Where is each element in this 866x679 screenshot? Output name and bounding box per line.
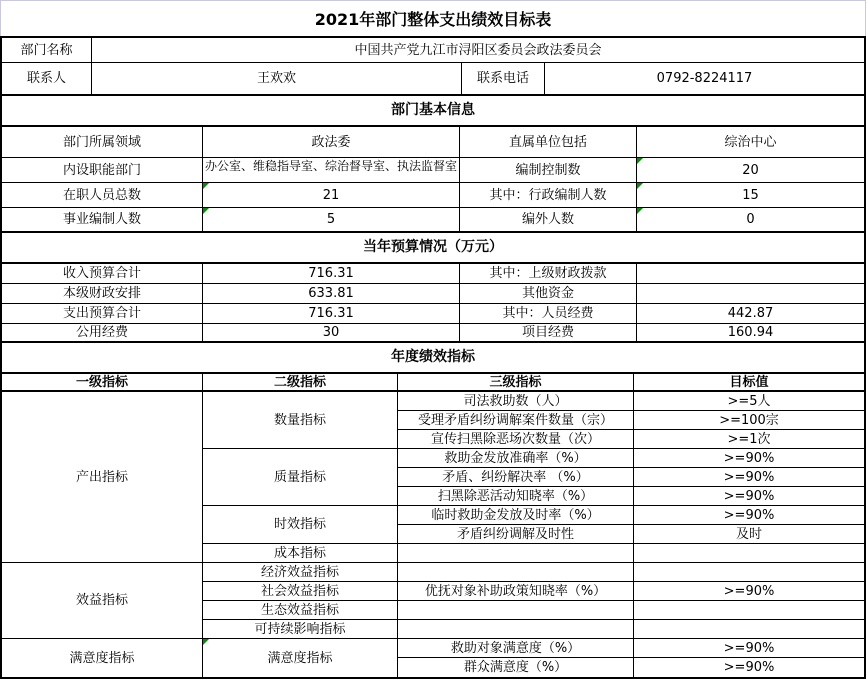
budget-row-1: [2, 264, 864, 284]
indicator-row: [398, 544, 864, 563]
level3-rows: [398, 392, 864, 677]
field-value: 政法委: [203, 127, 460, 157]
indicator-row: [398, 620, 864, 639]
indicator-row: [398, 506, 864, 525]
field-label: 支出预算合计: [2, 304, 203, 323]
indicator-target: >=1次: [727, 431, 771, 447]
level2-cell: 质量指标: [203, 449, 398, 506]
indicator-name: 临时救助金发放及时率（%）: [398, 506, 634, 524]
level2-cell: 社会效益指标: [203, 582, 398, 601]
level1-cell: 产出指标: [2, 392, 203, 563]
column-header-level2: 二级指标: [203, 374, 398, 390]
field-label: 编制控制数: [460, 158, 637, 182]
basic-info-row-1: [2, 127, 864, 158]
main-table: [0, 36, 866, 679]
page-title: 2021年部门整体支出绩效目标表: [0, 0, 866, 36]
field-label: 其中：上级财政拨款: [460, 264, 637, 283]
column-header-target: 目标值: [729, 374, 769, 390]
indicator-name: 救助对象满意度（%）: [398, 639, 634, 657]
level2-cell: 生态效益指标: [203, 601, 398, 620]
field-label: 其中：人员经费: [460, 304, 637, 323]
indicator-name: 受理矛盾纠纷调解案件数量（宗）: [398, 411, 634, 429]
indicator-name: 群众满意度（%）: [398, 658, 634, 677]
indicator-row: [398, 487, 864, 506]
indicator-name: [398, 563, 634, 581]
basic-info-row-4: [2, 208, 864, 233]
field-value: 30: [203, 324, 460, 341]
field-label: 公用经费: [2, 324, 203, 341]
field-label: 部门所属领域: [2, 127, 203, 157]
indicators-grid: [2, 392, 864, 677]
field-label: 内设职能部门: [2, 158, 203, 182]
indicator-target: >=90%: [723, 450, 775, 466]
indicator-row: [398, 392, 864, 411]
indicator-name: 扫黑除恶活动知晓率（%）: [398, 487, 634, 505]
column-header-level1: 一级指标: [2, 374, 203, 390]
field-value: 5: [203, 208, 460, 231]
indicator-target: >=90%: [723, 469, 775, 485]
field-value: 0: [637, 208, 864, 231]
level2-cell: 满意度指标: [203, 639, 398, 677]
indicator-target: >=90%: [723, 488, 775, 504]
field-value: [637, 264, 864, 283]
level2-cell: 经济效益指标: [203, 563, 398, 582]
phone-value: 0792-8224117: [656, 71, 753, 86]
indicator-row: [398, 449, 864, 468]
indicator-target: >=100宗: [719, 412, 779, 428]
indicator-name: [398, 601, 634, 619]
indicators-section: [2, 343, 864, 374]
indicator-name: [398, 620, 634, 638]
basic-info-row-2: [2, 158, 864, 183]
field-label: 其中：行政编制人数: [460, 183, 637, 207]
field-value: [637, 284, 864, 303]
level1-cell: 效益指标: [2, 563, 203, 639]
level2-cell: 可持续影响指标: [203, 620, 398, 639]
indicator-row: [398, 430, 864, 449]
indicator-name: 救助金发放准确率（%）: [398, 449, 634, 467]
budget-row-4: [2, 324, 864, 343]
column-header-level3: 三级指标: [398, 374, 634, 390]
indicator-row: [398, 563, 864, 582]
field-label: 事业编制人数: [2, 208, 203, 231]
field-label: 直属单位包括: [460, 127, 637, 157]
indicator-target: [634, 544, 864, 562]
indicator-target: >=90%: [723, 507, 775, 523]
indicator-name: 宣传扫黑除恶场次数量（次）: [398, 430, 634, 448]
basic-info-row-3: [2, 183, 864, 208]
phone-label: 联系电话: [462, 63, 545, 94]
field-label: 收入预算合计: [2, 264, 203, 283]
basic-info-section: [2, 96, 864, 127]
indicator-row: [398, 525, 864, 544]
dept-name-value: 中国共产党九江市浔阳区委员会政法委员会: [354, 42, 602, 58]
dept-name-row: [2, 38, 864, 63]
level1-column: [2, 392, 203, 677]
basic-info-section-title: 部门基本信息: [391, 102, 475, 118]
indicator-target: >=90%: [723, 640, 775, 656]
indicator-target: >=5人: [727, 393, 771, 409]
indicator-name: 司法救助数（人）: [398, 392, 634, 410]
contact-value: 王欢欢: [92, 63, 462, 94]
indicators-section-title: 年度绩效指标: [391, 349, 475, 365]
field-value: 442.87: [727, 306, 774, 321]
budget-row-3: [2, 304, 864, 324]
indicator-row: [398, 658, 864, 677]
field-label: 项目经费: [460, 324, 637, 341]
contact-row: [2, 63, 864, 96]
indicator-target: [634, 620, 864, 638]
field-value: 160.94: [727, 325, 774, 340]
indicator-row: [398, 639, 864, 658]
budget-section-title: 当年预算情况（万元）: [363, 239, 503, 255]
field-value: 716.31: [203, 304, 460, 323]
indicator-name: 矛盾纠纷调解及时性: [398, 525, 634, 543]
field-value: 综治中心: [724, 134, 777, 150]
field-value: 21: [203, 183, 460, 207]
indicator-row: [398, 582, 864, 601]
field-value: 20: [637, 158, 864, 182]
indicator-name: 优抚对象补助政策知晓率（%）: [398, 582, 634, 600]
field-value: 办公室、维稳指导室、综治督导室、执法监督室: [203, 158, 460, 182]
indicator-name: 矛盾、纠纷解决率 （%）: [398, 468, 634, 486]
budget-section: [2, 233, 864, 264]
indicator-row: [398, 468, 864, 487]
indicator-target: 及时: [735, 526, 762, 542]
field-label: 本级财政安排: [2, 284, 203, 303]
level2-cell: 时效指标: [203, 506, 398, 544]
indicator-target: [634, 563, 864, 581]
indicator-row: [398, 601, 864, 620]
level2-cell: 成本指标: [203, 544, 398, 563]
indicator-target: [634, 601, 864, 619]
field-label: 其他资金: [460, 284, 637, 303]
indicator-target: >=90%: [723, 660, 775, 675]
indicator-row: [398, 411, 864, 430]
level1-cell: 满意度指标: [2, 639, 203, 677]
field-value: 633.81: [203, 284, 460, 303]
field-value: 716.31: [203, 264, 460, 283]
level2-column: [203, 392, 398, 677]
indicator-target: >=90%: [723, 583, 775, 599]
dept-name-label: 部门名称: [2, 38, 92, 62]
field-label: 编外人数: [460, 208, 637, 231]
field-label: 在职人员总数: [2, 183, 203, 207]
field-value: 15: [637, 183, 864, 207]
contact-label: 联系人: [2, 63, 92, 94]
indicators-header-row: [2, 374, 864, 392]
level2-cell: 数量指标: [203, 392, 398, 449]
indicator-name: [398, 544, 634, 562]
budget-row-2: [2, 284, 864, 304]
